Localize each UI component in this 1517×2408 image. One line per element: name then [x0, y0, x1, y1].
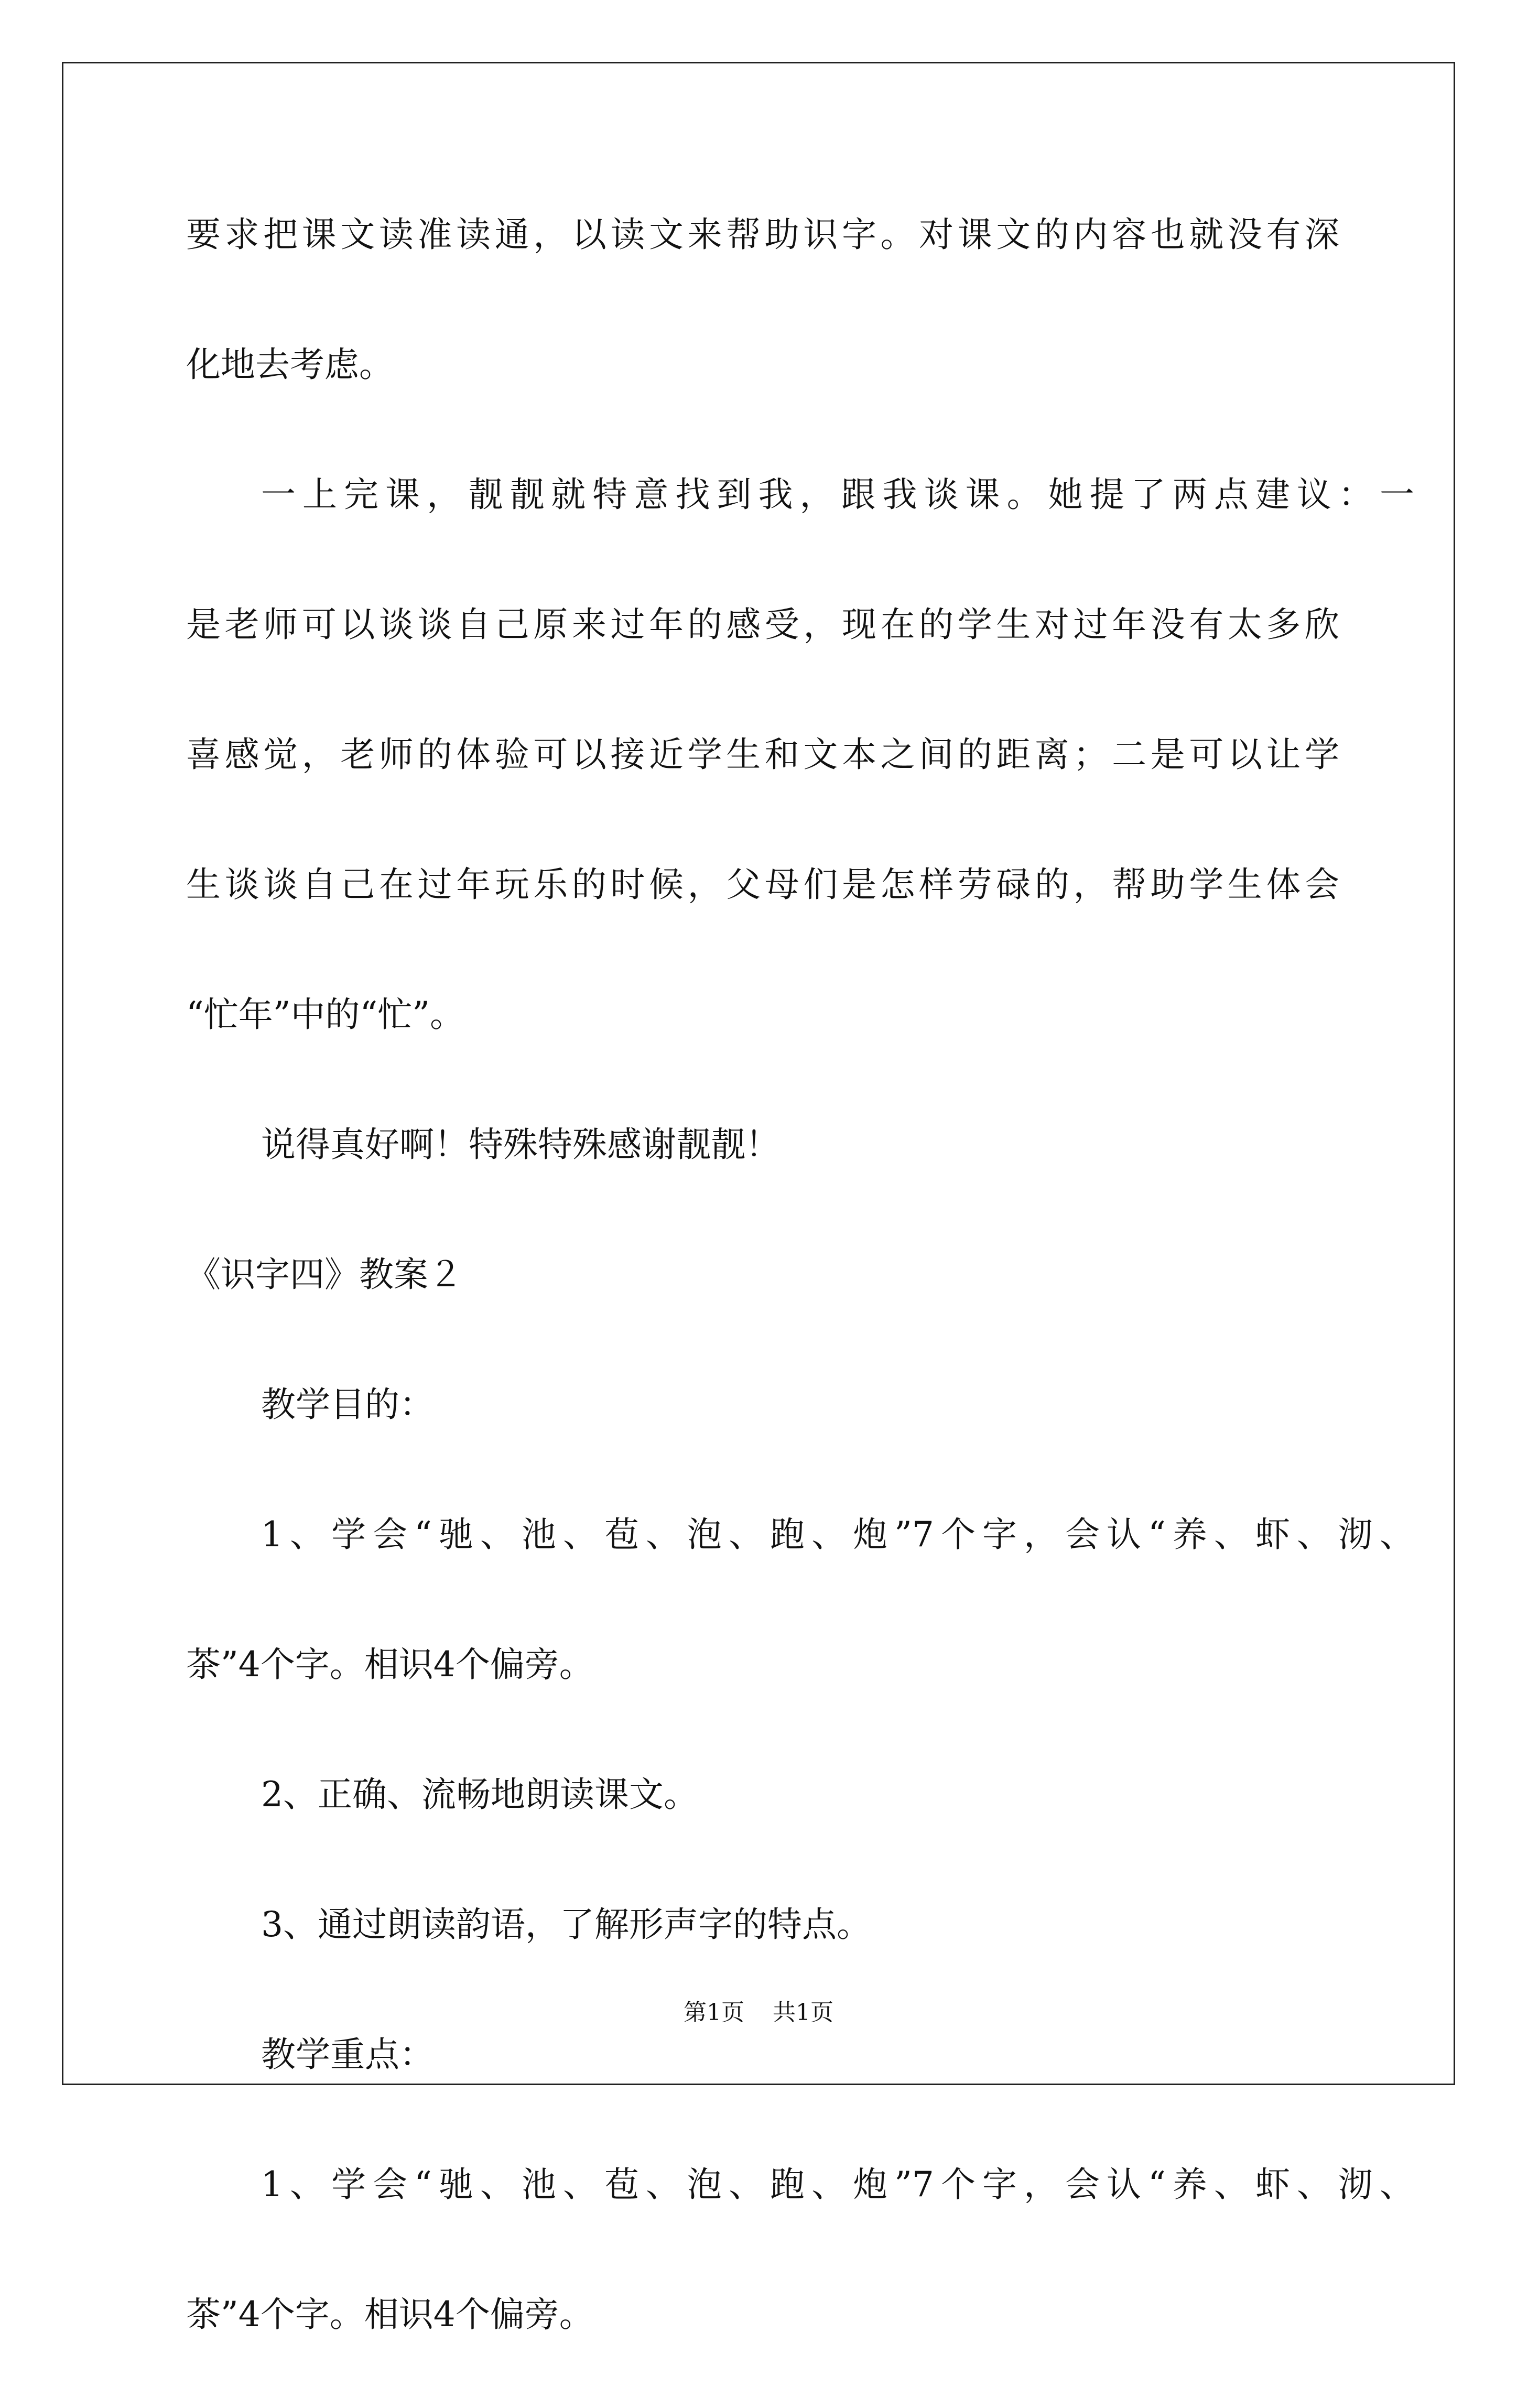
page-total: 共1页 [773, 1999, 833, 2026]
key-point-1-line-2: 茶”4个字。相识4个偏旁。 [186, 2294, 594, 2335]
text-line-5: 喜感觉，老师的体验可以接近学生和文本之间的距离；二是可以让学 [186, 734, 1339, 775]
objective-3: 3、通过朗读韵语，了解形声字的特点。 [261, 1904, 871, 1945]
text-line-7: “忙年”中的“忙”。 [186, 994, 464, 1035]
text-line-1: 要求把课文读准读通，以读文来帮助识字。对课文的内容也就没有深 [186, 214, 1339, 255]
subheading-objectives: 教学目的： [261, 1384, 434, 1425]
text-line-8: 说得真好啊！特殊特殊感谢靓靓！ [261, 1124, 780, 1165]
page-footer [0, 1997, 1517, 2029]
objective-1-line-1: 1、学会“驰、池、苞、泡、跑、炮”7个字，会认“养、虾、沏、 [261, 1514, 1414, 1555]
subheading-key-points: 教学重点： [261, 2034, 434, 2075]
document-body [186, 198, 1414, 2408]
section-heading: 《识字四》教案２ [186, 1254, 463, 1295]
text-line-4: 是老师可以谈谈自己原来过年的感受，现在的学生对过年没有太多欣 [186, 604, 1339, 645]
text-line-2: 化地去考虑。 [186, 344, 394, 385]
page-number: 第1页 [684, 1999, 744, 2026]
text-line-6: 生谈谈自己在过年玩乐的时候，父母们是怎样劳碌的，帮助学生体会 [186, 864, 1339, 905]
objective-1-line-2: 茶”4个字。相识4个偏旁。 [186, 1644, 594, 1685]
key-point-1-line-1: 1、学会“驰、池、苞、泡、跑、炮”7个字，会认“养、虾、沏、 [261, 2164, 1414, 2205]
objective-2: 2、正确、流畅地朗读课文。 [261, 1774, 698, 1815]
text-line-3: 一上完课，靓靓就特意找到我，跟我谈课。她提了两点建议：一 [261, 474, 1414, 515]
